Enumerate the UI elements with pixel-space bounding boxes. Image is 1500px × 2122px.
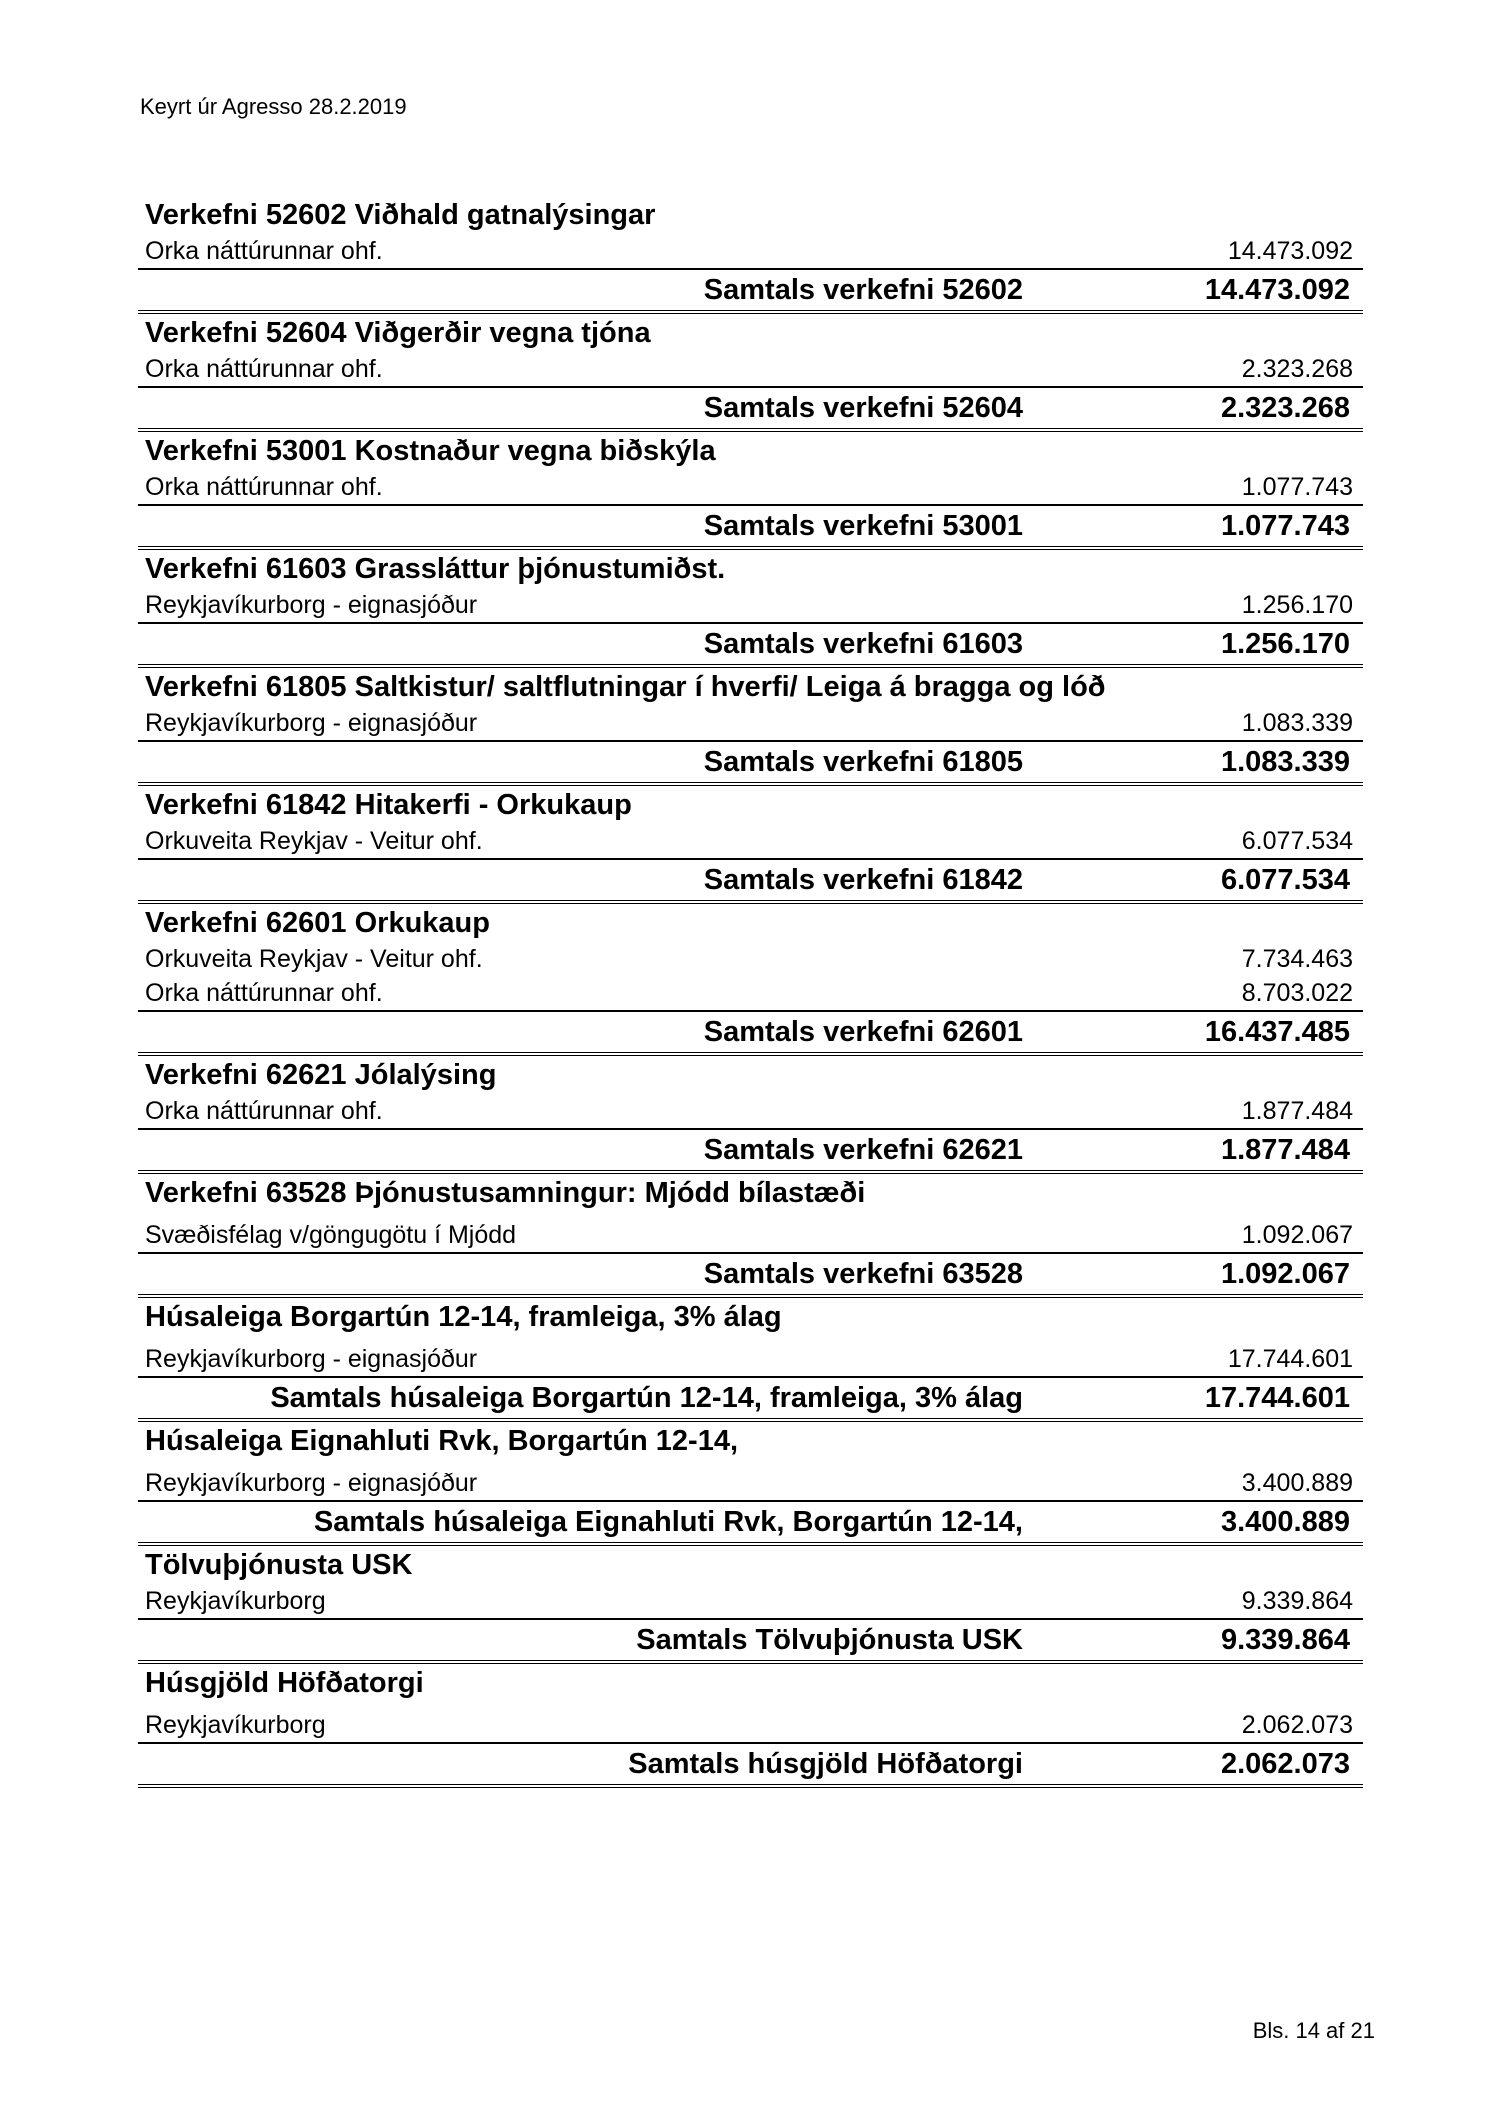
total-amount: 14.473.092	[1204, 273, 1350, 306]
total-amount: 3.400.889	[1220, 1505, 1350, 1538]
vendor-row	[138, 1466, 1363, 1502]
vendor-amount: 1.092.067	[1241, 1221, 1353, 1249]
section-total	[138, 1502, 1363, 1546]
section-title: Húsaleiga Borgartún 12-14, framleiga, 3% álag	[145, 1301, 782, 1333]
vendor-row	[138, 352, 1363, 388]
rent-section	[138, 1298, 1363, 1422]
section-total	[138, 270, 1363, 314]
section-title: Verkefni 52602 Viðhald gatnalýsingar	[145, 199, 656, 231]
total-amount: 1.877.484	[1220, 1133, 1350, 1166]
total-label: Samtals verkefni 52604	[703, 391, 1023, 424]
total-label: Samtals húsaleiga Eignahluti Rvk, Borgartún 12-14,	[313, 1505, 1023, 1538]
vendor-name: Reykjavíkurborg	[145, 1587, 326, 1615]
vendor-row	[138, 1218, 1363, 1254]
section-title: Verkefni 63528 Þjónustusamningur: Mjódd bílastæði	[145, 1177, 866, 1209]
section-title: Verkefni 61805 Saltkistur/ saltflutningar í hverfi/ Leiga á bragga og lóð	[145, 671, 1106, 703]
total-amount: 6.077.534	[1220, 863, 1350, 896]
total-amount: 1.256.170	[1220, 627, 1350, 660]
cost-report	[138, 196, 1363, 1788]
section-total	[138, 388, 1363, 432]
section-title: Tölvuþjónusta USK	[145, 1549, 413, 1581]
vendor-row	[138, 706, 1363, 742]
vendor-amount: 2.323.268	[1241, 355, 1353, 383]
vendor-row	[138, 1094, 1363, 1130]
section-title: Verkefni 62601 Orkukaup	[145, 907, 490, 939]
total-amount: 17.744.601	[1204, 1381, 1350, 1414]
vendor-name: Reykjavíkurborg - eignasjóður	[145, 1345, 478, 1373]
vendor-amount: 1.077.743	[1241, 473, 1353, 501]
section-total	[138, 1254, 1363, 1298]
vendor-row	[138, 824, 1363, 860]
vendor-amount: 1.083.339	[1241, 709, 1353, 737]
vendor-name: Orkuveita Reykjav - Veitur ohf.	[145, 827, 483, 855]
total-label: Samtals verkefni 61603	[703, 627, 1023, 660]
total-label: Samtals verkefni 63528	[703, 1257, 1023, 1290]
total-amount: 16.437.485	[1204, 1015, 1350, 1048]
vendor-amount: 9.339.864	[1241, 1587, 1353, 1615]
vendor-name: Reykjavíkurborg	[145, 1711, 326, 1739]
vendor-row	[138, 1584, 1363, 1620]
total-amount: 1.083.339	[1220, 745, 1350, 778]
project-section	[138, 550, 1363, 668]
page-number: Bls. 14 af 21	[1252, 2018, 1375, 2043]
report-run-date: Keyrt úr Agresso 28.2.2019	[140, 94, 407, 119]
vendor-name: Orka náttúrunnar ohf.	[145, 979, 383, 1007]
section-total	[138, 1744, 1363, 1788]
section-title: Verkefni 61842 Hitakerfi - Orkukaup	[145, 789, 632, 821]
vendor-name: Orka náttúrunnar ohf.	[145, 355, 383, 383]
vendor-amount: 1.877.484	[1241, 1097, 1353, 1125]
vendor-name: Reykjavíkurborg - eignasjóður	[145, 709, 478, 737]
project-section	[138, 786, 1363, 904]
it-service-section	[138, 1546, 1363, 1664]
section-total	[138, 1130, 1363, 1174]
section-title: Húsgjöld Höfðatorgi	[145, 1667, 424, 1699]
total-label: Samtals húsgjöld Höfðatorgi	[628, 1747, 1023, 1780]
project-section	[138, 1174, 1363, 1298]
section-total	[138, 1620, 1363, 1664]
total-amount: 1.092.067	[1220, 1257, 1350, 1290]
project-section	[138, 1056, 1363, 1174]
vendor-name: Reykjavíkurborg - eignasjóður	[145, 1469, 478, 1497]
vendor-name: Reykjavíkurborg - eignasjóður	[145, 591, 478, 619]
vendor-name: Svæðisfélag v/göngugötu í Mjódd	[145, 1221, 517, 1249]
total-amount: 9.339.864	[1220, 1623, 1350, 1656]
project-section	[138, 668, 1363, 786]
section-title: Verkefni 53001 Kostnaður vegna biðskýla	[145, 435, 716, 467]
vendor-row	[138, 942, 1363, 976]
vendor-row	[138, 976, 1363, 1012]
project-section	[138, 432, 1363, 550]
vendor-name: Orka náttúrunnar ohf.	[145, 237, 383, 265]
vendor-amount: 8.703.022	[1241, 979, 1353, 1007]
vendor-row	[138, 588, 1363, 624]
vendor-amount: 17.744.601	[1227, 1345, 1353, 1373]
section-title: Verkefni 52604 Viðgerðir vegna tjóna	[145, 317, 651, 349]
vendor-amount: 2.062.073	[1241, 1711, 1353, 1739]
vendor-amount: 1.256.170	[1241, 591, 1353, 619]
section-title: Verkefni 61603 Grassláttur þjónustumiðst.	[145, 553, 726, 585]
vendor-amount: 14.473.092	[1227, 237, 1353, 265]
section-total	[138, 506, 1363, 550]
project-section	[138, 196, 1363, 314]
vendor-row	[138, 1708, 1363, 1744]
vendor-row	[138, 234, 1363, 270]
vendor-row	[138, 470, 1363, 506]
total-label: Samtals Tölvuþjónusta USK	[636, 1623, 1023, 1656]
vendor-amount: 3.400.889	[1241, 1469, 1353, 1497]
vendor-amount: 6.077.534	[1241, 827, 1353, 855]
vendor-name: Orka náttúrunnar ohf.	[145, 473, 383, 501]
section-title: Húsaleiga Eignahluti Rvk, Borgartún 12-14,	[145, 1425, 739, 1457]
total-label: Samtals verkefni 62601	[703, 1015, 1023, 1048]
rent-section	[138, 1422, 1363, 1546]
vendor-name: Orka náttúrunnar ohf.	[145, 1097, 383, 1125]
building-fees-section	[138, 1664, 1363, 1788]
total-amount: 2.062.073	[1220, 1747, 1350, 1780]
section-total	[138, 1378, 1363, 1422]
total-label: Samtals verkefni 61842	[703, 863, 1023, 896]
section-title: Verkefni 62621 Jólalýsing	[145, 1059, 497, 1091]
total-label: Samtals verkefni 61805	[703, 745, 1023, 778]
total-label: Samtals húsaleiga Borgartún 12-14, framleiga, 3% álag	[270, 1381, 1023, 1414]
total-label: Samtals verkefni 52602	[703, 273, 1023, 306]
section-total	[138, 860, 1363, 904]
vendor-amount: 7.734.463	[1241, 945, 1353, 973]
total-label: Samtals verkefni 62621	[703, 1133, 1023, 1166]
section-total	[138, 742, 1363, 786]
section-total	[138, 624, 1363, 668]
total-amount: 2.323.268	[1220, 391, 1350, 424]
total-label: Samtals verkefni 53001	[703, 509, 1023, 542]
project-section	[138, 904, 1363, 1056]
vendor-name: Orkuveita Reykjav - Veitur ohf.	[145, 945, 483, 973]
total-amount: 1.077.743	[1220, 509, 1350, 542]
vendor-row	[138, 1342, 1363, 1378]
project-section	[138, 314, 1363, 432]
section-total	[138, 1012, 1363, 1056]
